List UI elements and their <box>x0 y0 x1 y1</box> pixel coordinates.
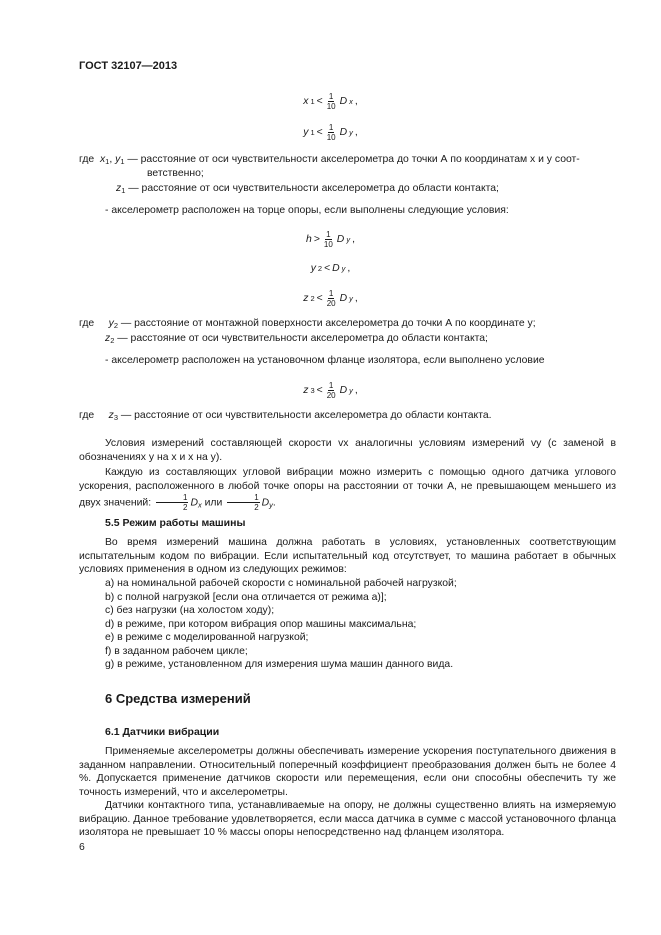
section-6-title: 6 Средства измерений <box>105 691 251 706</box>
formula-h: h > $\frac{1}{10}$ D y , <box>306 230 355 249</box>
formula-z3: z 3 < $\frac{1}{20}$ D y , <box>303 381 358 400</box>
modes-list <box>105 577 457 672</box>
formula-z2: z 2 < $\frac{1}{20}$ D y , <box>303 289 358 308</box>
list-item: a) на номинальной рабочей скорости с номинальной рабочей нагрузкой; <box>105 578 457 589</box>
page-number: 6 <box>79 842 85 853</box>
formula-x1: x 1 < $\frac{1}{10}$ D x , <box>303 92 358 111</box>
definition-x1-y1: где $x_1$, $y_1$ — расстояние от оси чувствительности акселерометра до точки А по координатам x и y соот- <box>79 154 580 166</box>
definition-z1: $z_1$ — расстояние от оси чувствительности акселерометра до области контакта; <box>116 183 499 195</box>
definition-x1-y1-cont: ветственно; <box>147 168 204 179</box>
condition-bullet-1: - акселерометр расположен на торце опоры, если выполнены следующие условия: <box>105 205 509 216</box>
definition-z2: $z_2$ — расстояние от оси чувствительности акселерометра до области контакта; <box>105 333 488 345</box>
list-item: c) без нагрузки (на холостом ходу); <box>105 605 275 616</box>
list-item: d) в режиме, при котором вибрация опор машины максимальна; <box>105 618 417 630</box>
section-6-1-title: 6.1 Датчики вибрации <box>105 726 220 738</box>
section-5-5-title: 5.5 Режим работы машины <box>105 517 246 529</box>
list-item: e) в режиме с моделированной нагрузкой; <box>105 632 309 643</box>
condition-bullet-2: - акселерометр расположен на установочном фланце изолятора, если выполнено условие <box>105 355 545 366</box>
paragraph-angular-vibration: Каждую из составляющих угловой вибрации можно измерить с помощью одного датчика углового ускорения, расположенного в любой точке опоры на расстоянии от точки А, не превышающем меньшего из двух значений: $\frac{1}{2}$ $D_x$ или $\frac{1}{2}$ $D_y$. <box>79 467 616 512</box>
formula-y2: y 2 < D y , <box>310 263 351 274</box>
list-item: g) в режиме, установленном для измерения шума машин данного вида. <box>105 659 454 670</box>
paragraph-contact-sensors: Датчики контактного типа, устанавливаемые на опору, не должны существенно влиять на измеряемую вибрацию. Данное требование удовлетворяется, если масса датчика в сумме с массой установочного фланца изолятора не превышает 10 % массы опоры непосредственно над фланцем изолятора. <box>79 800 616 838</box>
paragraph-accelerometers: Применяемые акселерометры должны обеспечивать измерение ускорения поступательного движения в заданном направлении. Относительный поперечный коэффициент преобразования должен быть не более 4 %. Допускается применение датчиков скорости или перемещения, если они способны обеспечить ту же точность измерений, что и акселерометры. <box>79 746 616 798</box>
document-header: ГОСТ 32107—2013 <box>79 60 178 72</box>
definition-y2: где $y_2$ — расстояние от монтажной поверхности акселерометра до точки А по координате y; <box>79 318 536 330</box>
paragraph-operating-mode: Во время измерений машина должна работать в условиях, установленных соответствующим испытательным кодом по вибрации. Если испытательный код отсутствует, то машина работает в обычных условиях применения в одном из следующих режимов: <box>79 537 616 575</box>
list-item: b) с полной нагрузкой [если она отличается от режима а)]; <box>105 591 387 603</box>
list-item: f) в заданном рабочем цикле; <box>105 645 248 657</box>
definition-z3: где $z_3$ — расстояние от оси чувствительности акселерометра до области контакта. <box>79 410 492 422</box>
paragraph-velocity-conditions: Условия измерений составляющей скорости vx аналогичны условиям измерений vy (с заменой в обозначениях y на x и x на y). <box>79 438 616 463</box>
formula-y1: y 1 < $\frac{1}{10}$ D y , <box>303 123 358 142</box>
